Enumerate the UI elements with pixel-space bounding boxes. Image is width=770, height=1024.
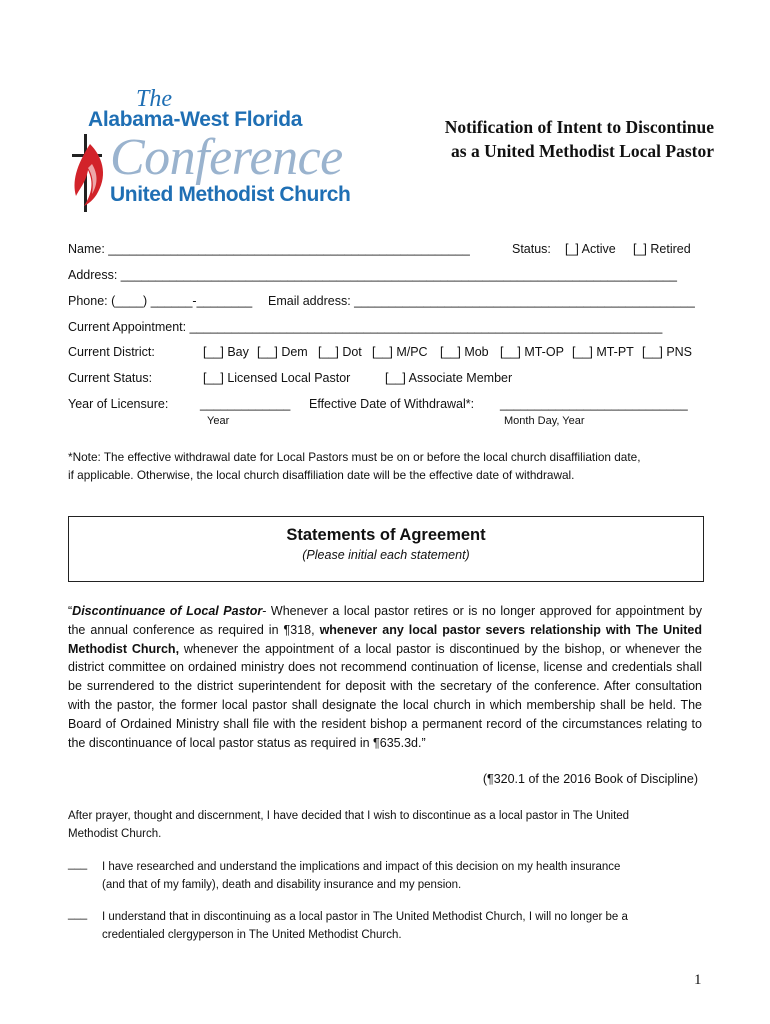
logo-conference: Conference	[110, 129, 343, 186]
statement-1-initial-field[interactable]: ___	[68, 858, 88, 870]
statement-2-initial-field[interactable]: ___	[68, 908, 88, 920]
statements-subheading: (Please initial each statement)	[302, 548, 470, 562]
statement-2-line-2: credentialed clergyperson in The United Methodist Church.	[102, 929, 402, 941]
conference-logo	[68, 86, 368, 211]
year-caption: Year	[207, 415, 230, 427]
month-day-year-caption: Month Day, Year	[504, 415, 585, 427]
district-dot-checkbox[interactable]: [__] Dot	[318, 345, 362, 359]
name-field[interactable]: Name: ____________________________________________________	[68, 242, 470, 256]
associate-member-checkbox[interactable]: [__] Associate Member	[385, 371, 513, 385]
logo-the: The	[136, 86, 172, 112]
licensed-local-pastor-checkbox[interactable]: [__] Licensed Local Pastor	[203, 371, 351, 385]
discipline-quote	[68, 602, 702, 752]
district-mt-pt-checkbox[interactable]: [__] MT-PT	[572, 345, 634, 359]
district-mt-op-checkbox[interactable]: [__] MT-OP	[500, 345, 564, 359]
statement-2-line-1: I understand that in discontinuing as a local pastor in The United Methodist Church, I will no longer be a	[102, 911, 628, 923]
withdrawal-date-label: Effective Date of Withdrawal*:	[309, 397, 475, 411]
title-line-2: as a United Methodist Local Pastor	[451, 141, 714, 161]
quote-bold: whenever any local pastor severs relationship with The United Methodist Church,	[68, 622, 703, 656]
quote-part-1: - Whenever a local pastor retires or is no longer approved for appointment by the annual conference as required in ¶318,	[68, 604, 702, 637]
statements-heading: Statements of Agreement	[286, 526, 486, 544]
quote-term: Discontinuance of Local Pastor	[72, 604, 263, 618]
statements-of-agreement-box	[68, 516, 704, 582]
withdrawal-note	[68, 448, 702, 484]
district-mob-checkbox[interactable]: [__] Mob	[440, 345, 489, 359]
statement-1	[102, 858, 702, 894]
note-line-1: *Note: The effective withdrawal date for Local Pastors must be on or before the local church disaffiliation date,	[68, 450, 641, 464]
current-appointment-field[interactable]: Current Appointment: ____________________________________________________________________	[68, 320, 663, 334]
cross-and-flame-icon	[68, 134, 112, 214]
logo-alabama-west-florida: Alabama-West Florida	[88, 108, 303, 131]
status-retired-checkbox[interactable]: [_] Retired	[633, 242, 691, 256]
year-of-licensure-label: Year of Licensure:	[68, 397, 169, 411]
statement-1-line-1: I have researched and understand the implications and impact of this decision on my health insurance	[102, 861, 621, 873]
logo-united-methodist-church: United Methodist Church	[110, 183, 351, 206]
withdrawal-date-field[interactable]: ___________________________	[500, 397, 688, 411]
decision-line-1: After prayer, thought and discernment, I have decided that I wish to discontinue as a local pastor in The United	[68, 810, 630, 822]
status-label: Status:	[512, 242, 551, 256]
district-dem-checkbox[interactable]: [__] Dem	[257, 345, 308, 359]
current-status-label: Current Status:	[68, 371, 153, 385]
decision-line-2: Methodist Church.	[68, 828, 162, 840]
status-active-checkbox[interactable]: [_] Active	[565, 242, 616, 256]
address-field[interactable]: Address: ________________________________________________________________________________	[68, 268, 677, 282]
current-district-label: Current District:	[68, 345, 155, 359]
quote-open: “	[68, 604, 73, 618]
year-of-licensure-field[interactable]: _____________	[200, 397, 291, 411]
decision-paragraph	[68, 807, 702, 843]
phone-field[interactable]: Phone: (____) ______-________	[68, 294, 253, 308]
district-bay-checkbox[interactable]: [__] Bay	[203, 345, 249, 359]
document-title	[390, 115, 714, 163]
district-pns-checkbox[interactable]: [__] PNS	[642, 345, 693, 359]
statement-2	[102, 908, 702, 944]
district-mpc-checkbox[interactable]: [__] M/PC	[372, 345, 428, 359]
page-number: 1	[694, 972, 702, 988]
title-line-1: Notification of Intent to Discontinue	[444, 117, 714, 137]
quote-citation: (¶320.1 of the 2016 Book of Discipline)	[482, 772, 698, 786]
note-line-2: if applicable. Otherwise, the local church disaffiliation date will be the effective date of withdrawal.	[68, 468, 575, 482]
email-field[interactable]: Email address: _________________________________________________	[268, 294, 695, 308]
quote-part-2: whenever the appointment of a local pastor is discontinued by the bishop, or whenever the district committee on ordained ministry does not recommend continuation of license, license and credentials shall be surrendered to the district superintendent for deposit with the secretary of the conference. After consultation with the pastor, the former local pastor shall designate the local church in which membership shall be held. The Board of Ordained Ministry shall file with the resident bishop a permanent record of the circumstances relating to the discontinuance of local pastor status as required in ¶635.3d.”	[68, 641, 702, 750]
statement-1-line-2: (and that of my family), death and disability insurance and my pension.	[102, 879, 462, 891]
